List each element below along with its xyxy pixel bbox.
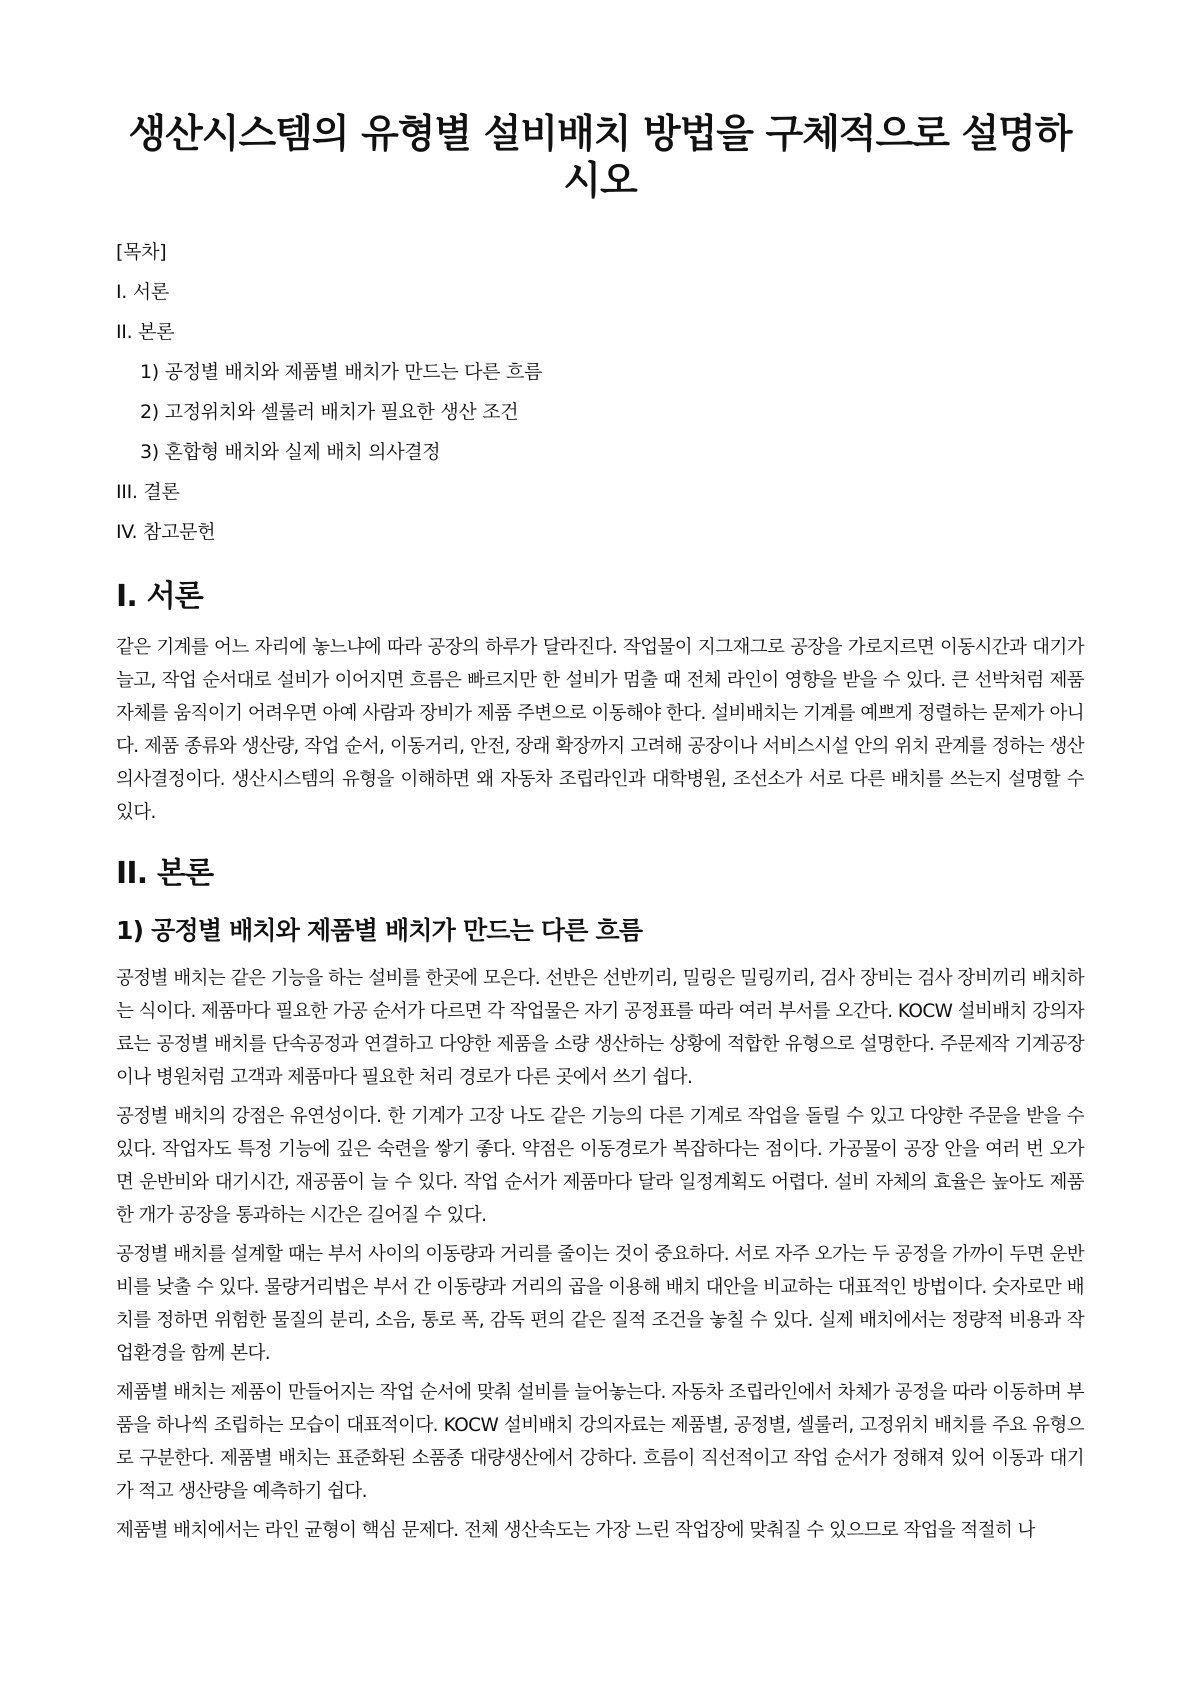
intro-paragraph: 같은 기계를 어느 자리에 놓느냐에 따라 공장의 하루가 달라진다. 작업물이 지그재그로 공장을 가로지르면 이동시간과 대기가 늘고, 작업 순서대로 설비가 이어지면 흐름은 빠르지만 한 설비가 멈출 때 전체 라인이 영향을 받을 수 있다. 큰 선박처럼 제품 자체를 움직이기 어려우면 아예 사람과 장비가 제품 주변으로 이동해야 한다. 설비배치는 기계를 예쁘게 정렬하는 문제가 아니다. 제품 종류와 생산량, 작업 순서, 이동거리, 안전, 장래 확장까지 고려해 공장이나 서비스시설 안의 위치 관계를 정하는 생산 의사결정이다. 생산시스템의 유형을 이해하면 왜 자동차 조립라인과 대학병원, 조선소가 서로 다른 배치를 쓰는지 설명할 수 있다. — [116, 637, 1084, 824]
body-paragraph: 제품별 배치에서는 라인 균형이 핵심 문제다. 전체 생산속도는 가장 느린 작업장에 맞춰질 수 있으므로 작업을 적절히 나 — [116, 1519, 1035, 1541]
table-of-contents — [116, 232, 1084, 552]
toc-item: I. 서론 — [116, 280, 169, 303]
toc-item: 2) 고정위치와 셀룰러 배치가 필요한 생산 조건 — [140, 400, 519, 423]
section-heading-intro: I. 서론 — [116, 578, 203, 614]
section-heading-body: II. 본론 — [116, 856, 214, 892]
toc-item: IV. 참고문헌 — [116, 520, 216, 543]
toc-heading: [목차] — [116, 240, 167, 263]
toc-item: 1) 공정별 배치와 제품별 배치가 만드는 다른 흐름 — [140, 360, 543, 383]
body-paragraph: 제품별 배치는 제품이 만들어지는 작업 순서에 맞춰 설비를 늘어놓는다. 자동차 조립라인에서 차체가 공정을 따라 이동하며 부품을 하나씩 조립하는 모습이 대표적이다. KOCW 설비배치 강의자료는 제품별, 공정별, 셀룰러, 고정위치 배치를 주요 유형으로 구분한다. 제품별 배치는 표준화된 소품종 대량생산에서 강하다. 흐름이 직선적이고 작업 순서가 정해져 있어 이동과 대기가 적고 생산량을 예측하기 쉽다. — [116, 1381, 1084, 1502]
toc-item: II. 본론 — [116, 320, 175, 343]
body-paragraph: 공정별 배치는 같은 기능을 하는 설비를 한곳에 모은다. 선반은 선반끼리, 밀링은 밀링끼리, 검사 장비는 검사 장비끼리 배치하는 식이다. 제품마다 필요한 가공 순서가 다르면 각 작업물은 자기 공정표를 따라 여러 부서를 오간다. KOCW 설비배치 강의자료는 공정별 배치를 단속공정과 연결하고 다양한 제품을 소량 생산하는 상황에 적합한 유형으로 설명한다. 주문제작 기계공장이나 병원처럼 고객과 제품마다 필요한 처리 경로가 다른 곳에서 쓰기 쉽다. — [116, 967, 1084, 1088]
body-paragraph: 공정별 배치의 강점은 유연성이다. 한 기계가 고장 나도 같은 기능의 다른 기계로 작업을 돌릴 수 있고 다양한 주문을 받을 수 있다. 작업자도 특정 기능에 깊은 숙련을 쌓기 좋다. 약점은 이동경로가 복잡하다는 점이다. 가공물이 공장 안을 여러 번 오가면 운반비와 대기시간, 재공품이 늘 수 있다. 작업 순서가 제품마다 달라 일정계획도 어렵다. 설비 자체의 효율은 높아도 제품 한 개가 공장을 통과하는 시간은 길어질 수 있다. — [116, 1105, 1084, 1226]
toc-item: III. 결론 — [116, 480, 180, 503]
document-title: 생산시스템의 유형별 설비배치 방법을 구체적으로 설명하시오 — [128, 112, 1072, 204]
toc-item: 3) 혼합형 배치와 실제 배치 의사결정 — [140, 440, 441, 463]
subsection-heading-1: 1) 공정별 배치와 제품별 배치가 만드는 다른 흐름 — [116, 915, 643, 945]
body-paragraph: 공정별 배치를 설계할 때는 부서 사이의 이동량과 거리를 줄이는 것이 중요하다. 서로 자주 오가는 두 공정을 가까이 두면 운반비를 낮출 수 있다. 물량거리법은 부서 간 이동량과 거리의 곱을 이용해 배치 대안을 비교하는 대표적인 방법이다. 숫자로만 배치를 정하면 위험한 물질의 분리, 소음, 통로 폭, 감독 편의 같은 질적 조건을 놓칠 수 있다. 실제 배치에서는 정량적 비용과 작업환경을 함께 본다. — [116, 1243, 1084, 1364]
